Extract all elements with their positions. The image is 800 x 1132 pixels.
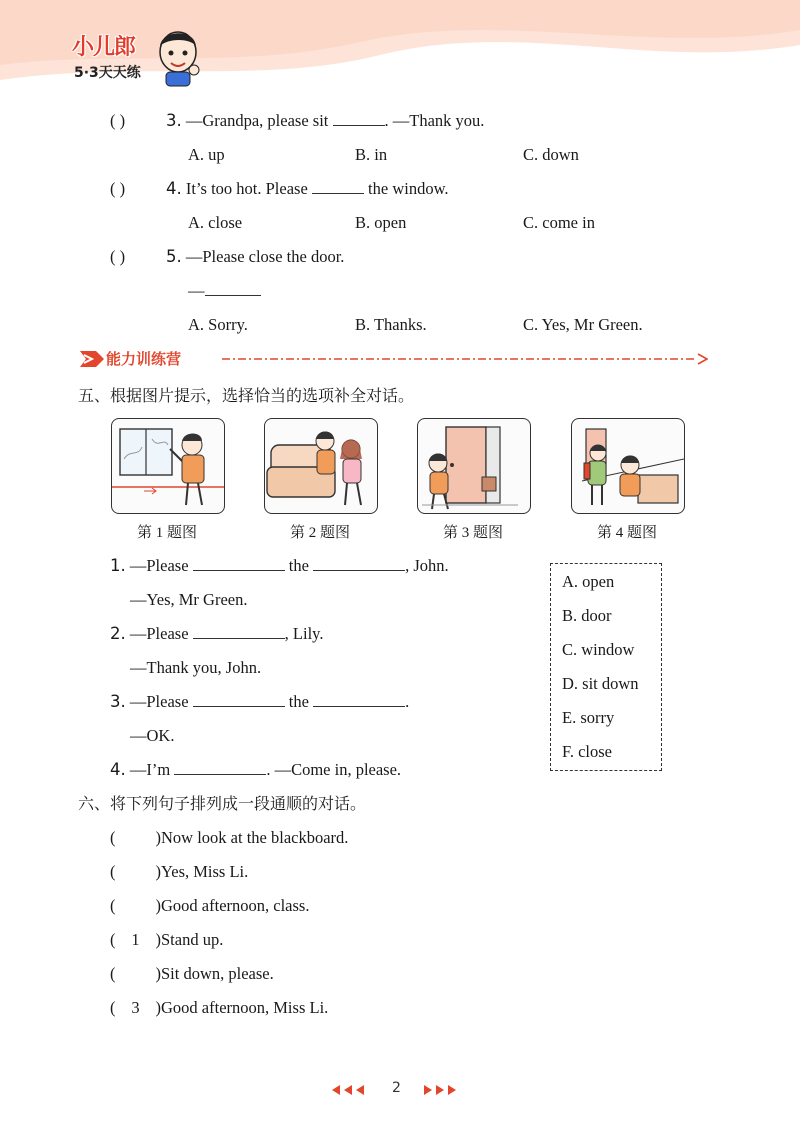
answer-blank[interactable] [174, 760, 266, 775]
q6-item: ( 1 )Stand up. [110, 930, 224, 949]
answer-paren[interactable]: ( ) [110, 247, 126, 266]
picture-2-caption: 第 2 题图 [289, 525, 350, 541]
q6-item: ( )Good afternoon, class. [110, 896, 310, 915]
q5-heading: 五、根据图片提示，选择恰当的选项补全对话。 [78, 386, 415, 405]
arrow-right-icon [422, 1084, 462, 1096]
question-4-option-b[interactable]: B. open [355, 213, 407, 232]
picture-4-caption: 第 4 题图 [596, 525, 657, 541]
question-5-option-b[interactable]: B. Thanks. [355, 315, 427, 334]
logo-title: 小儿郎 [72, 35, 136, 60]
answer-paren[interactable]: ( ) [110, 179, 126, 198]
logo-subtitle: 5·3天天练 [74, 65, 141, 81]
page-footer [0, 1080, 800, 1100]
picture-1-caption: 第 1 题图 [136, 525, 197, 541]
word-bank-option: A. open [562, 572, 615, 591]
question-5-option-a[interactable]: A. Sorry. [188, 315, 248, 334]
question-3-option-a[interactable]: A. up [188, 145, 225, 164]
question-5-option-c[interactable]: C. Yes, Mr Green. [523, 315, 643, 334]
item-number: 4. [110, 760, 126, 779]
answer-blank[interactable] [333, 111, 385, 126]
picture-3-caption: 第 3 题图 [442, 525, 503, 541]
q5-item-3-reply: —OK. [130, 726, 175, 745]
answer-blank[interactable] [193, 624, 285, 639]
item-number: 2. [110, 624, 126, 643]
picture-2 [264, 418, 378, 514]
picture-3 [417, 418, 531, 514]
section-title: 能力训练营 [106, 350, 182, 368]
question-4-option-a[interactable]: A. close [188, 213, 243, 232]
answer-blank[interactable] [312, 179, 364, 194]
q6-item: ( )Yes, Miss Li. [110, 862, 249, 881]
q5-item-1: 1. —Please the , John. [110, 556, 449, 575]
answer-blank[interactable] [313, 692, 405, 707]
question-5: ( ) 5. —Please close the door. [110, 247, 345, 266]
answer-blank[interactable] [313, 556, 405, 571]
word-bank-option: C. window [562, 640, 635, 659]
order-answer[interactable]: 3 [131, 998, 140, 1017]
question-number: 4. [166, 179, 182, 198]
word-bank [550, 563, 662, 771]
answer-blank[interactable] [193, 556, 285, 571]
answer-paren[interactable]: ( ) [110, 111, 126, 130]
item-number: 3. [110, 692, 126, 711]
q5-item-2-reply: —Thank you, John. [130, 658, 262, 677]
q6-item: ( 3 )Good afternoon, Miss Li. [110, 998, 329, 1017]
question-number: 3. [166, 111, 182, 130]
section-flag-icon [78, 347, 106, 371]
question-number: 5. [166, 247, 182, 266]
q5-item-2: 2. —Please , Lily. [110, 624, 324, 643]
question-3-option-b[interactable]: B. in [355, 145, 388, 164]
word-bank-option: D. sit down [562, 674, 639, 693]
brand-logo [72, 26, 202, 92]
word-bank-option: E. sorry [562, 708, 615, 727]
word-bank-option: B. door [562, 606, 612, 625]
question-3-option-c[interactable]: C. down [523, 145, 579, 164]
mascot-icon [154, 26, 202, 88]
q6-item: ( )Sit down, please. [110, 964, 274, 983]
question-4-option-c[interactable]: C. come in [523, 213, 595, 232]
q5-item-3: 3. —Please the . [110, 692, 410, 711]
answer-blank[interactable] [193, 692, 285, 707]
q6-heading: 六、将下列句子排列成一段通顺的对话。 [78, 794, 367, 813]
item-number: 1. [110, 556, 126, 575]
question-5-reply: — [188, 280, 261, 302]
answer-blank[interactable] [205, 281, 261, 296]
word-bank-option: F. close [562, 742, 613, 761]
question-3: ( ) 3. —Grandpa, please sit . —Thank you. [110, 111, 485, 130]
q6-item: ( )Now look at the blackboard. [110, 828, 349, 847]
order-answer[interactable]: 1 [131, 930, 140, 949]
picture-4 [571, 418, 685, 514]
q5-item-4: 4. —I’m . —Come in, please. [110, 760, 402, 779]
arrow-left-icon [330, 1084, 370, 1096]
question-4: ( ) 4. It’s too hot. Please the window. [110, 179, 449, 198]
picture-1 [111, 418, 225, 514]
page-number: 2 [392, 1080, 401, 1096]
q5-item-1-reply: —Yes, Mr Green. [130, 590, 248, 609]
section-divider [222, 353, 708, 365]
